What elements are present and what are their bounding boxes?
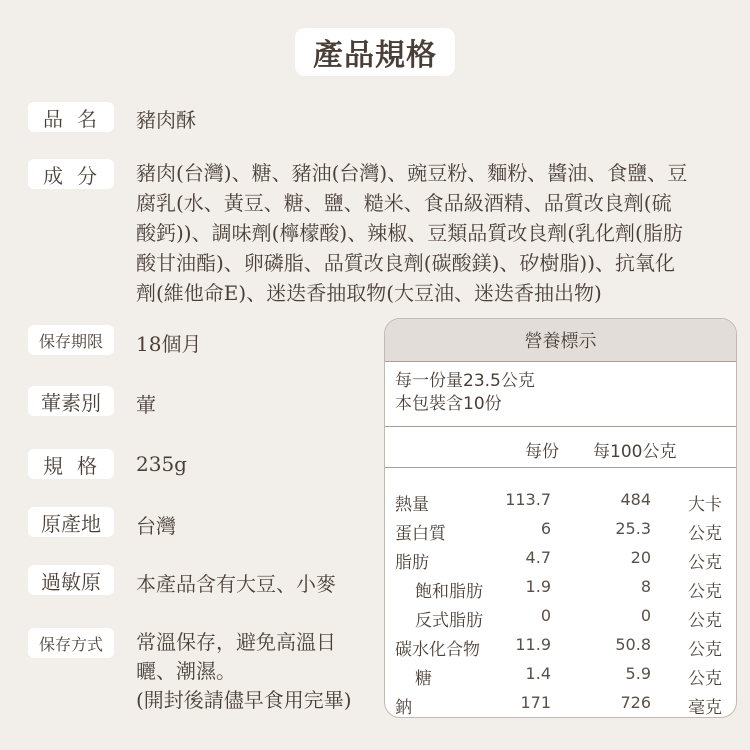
col-per-serving: 每份 bbox=[525, 442, 559, 462]
value-spec: 235g bbox=[136, 452, 187, 476]
per-serving-value: 1.4 bbox=[525, 664, 551, 683]
storage-line: 曬、潮濕。 bbox=[136, 659, 236, 683]
nutrition-header: 營養標示 bbox=[385, 319, 736, 361]
unit: 大卡 bbox=[688, 495, 722, 515]
nutrition-row bbox=[385, 488, 736, 516]
per-serving-value: 4.7 bbox=[525, 548, 551, 567]
unit: 公克 bbox=[688, 582, 722, 602]
divider bbox=[385, 467, 736, 468]
storage-line: (開封後請儘早食用完畢) bbox=[136, 688, 352, 712]
serving-size: 每一份量23.5公克 bbox=[395, 371, 535, 391]
storage-line: 常溫保存，避免高溫日 bbox=[136, 630, 336, 654]
ingredients-line: 腐乳(水、黃豆、糖、鹽、糙米、食品級酒精、品質改良劑(硫 bbox=[136, 191, 672, 215]
nutrient-name: 碳水化合物 bbox=[395, 640, 480, 660]
unit: 公克 bbox=[688, 669, 722, 689]
per-100g-value: 484 bbox=[620, 490, 651, 509]
label-shelf-life: 保存期限 bbox=[28, 325, 114, 355]
ingredients-line: 劑(維他命E)、迷迭香抽取物(大豆油、迷迭香抽出物) bbox=[136, 281, 602, 305]
value-shelf-life: 18個月 bbox=[136, 332, 202, 356]
nutrition-column-header bbox=[385, 427, 736, 467]
per-serving-value: 1.9 bbox=[525, 577, 551, 596]
nutrition-row bbox=[385, 546, 736, 574]
nutrition-row bbox=[385, 633, 736, 661]
per-100g-value: 0 bbox=[640, 606, 651, 625]
value-storage bbox=[136, 628, 352, 715]
nutrient-name: 糖 bbox=[415, 669, 432, 689]
per-serving-value: 6 bbox=[540, 519, 551, 538]
page-title: 產品規格 bbox=[295, 28, 455, 76]
label-storage: 保存方式 bbox=[28, 628, 114, 658]
value-origin: 台灣 bbox=[136, 514, 176, 538]
label-name: 品名 bbox=[28, 102, 114, 132]
per-100g-value: 5.9 bbox=[625, 664, 651, 683]
per-serving-value: 113.7 bbox=[505, 490, 551, 509]
nutrient-name: 鈉 bbox=[395, 698, 412, 718]
per-serving-value: 171 bbox=[520, 693, 551, 712]
per-100g-value: 8 bbox=[640, 577, 651, 596]
per-100g-value: 20 bbox=[630, 548, 651, 567]
nutrition-row bbox=[385, 604, 736, 632]
nutrition-row bbox=[385, 575, 736, 603]
unit: 毫克 bbox=[688, 698, 722, 718]
nutrient-name: 飽和脂肪 bbox=[415, 582, 483, 602]
value-ingredients bbox=[136, 158, 687, 308]
nutrition-table bbox=[384, 318, 737, 718]
nutrient-name: 脂肪 bbox=[395, 553, 429, 573]
label-ingredients: 成分 bbox=[28, 159, 114, 189]
per-100g-value: 726 bbox=[620, 693, 651, 712]
per-serving-value: 0 bbox=[540, 606, 551, 625]
label-diet: 葷素別 bbox=[28, 386, 114, 416]
nutrient-name: 蛋白質 bbox=[395, 524, 446, 544]
nutrition-row bbox=[385, 662, 736, 690]
value-name: 豬肉酥 bbox=[136, 108, 196, 132]
unit: 公克 bbox=[688, 553, 722, 573]
nutrition-row bbox=[385, 517, 736, 545]
unit: 公克 bbox=[688, 640, 722, 660]
value-diet: 葷 bbox=[136, 393, 156, 417]
per-serving-value: 11.9 bbox=[515, 635, 551, 654]
ingredients-line: 酸甘油酯)、卵磷脂、品質改良劑(碳酸鎂)、矽樹脂))、抗氧化 bbox=[136, 251, 676, 275]
value-allergen: 本產品含有大豆、小麥 bbox=[136, 572, 336, 596]
nutrient-name: 反式脂肪 bbox=[415, 611, 483, 631]
unit: 公克 bbox=[688, 611, 722, 631]
nutrition-serving-info bbox=[385, 362, 736, 426]
ingredients-line: 豬肉(台灣)、糖、豬油(台灣)、豌豆粉、麵粉、醬油、食鹽、豆 bbox=[136, 161, 688, 185]
per-100g-value: 25.3 bbox=[615, 519, 651, 538]
per-100g-value: 50.8 bbox=[615, 635, 651, 654]
label-allergen: 過敏原 bbox=[28, 565, 114, 595]
nutrition-row bbox=[385, 691, 736, 718]
ingredients-line: 酸鈣))、調味劑(檸檬酸)、辣椒、豆類品質改良劑(乳化劑(脂肪 bbox=[136, 221, 683, 245]
label-spec: 規格 bbox=[28, 449, 114, 479]
servings-per-pack: 本包裝含10份 bbox=[395, 394, 502, 414]
col-per-100g: 每100公克 bbox=[593, 442, 677, 462]
unit: 公克 bbox=[688, 524, 722, 544]
label-origin: 原產地 bbox=[28, 507, 114, 537]
nutrient-name: 熱量 bbox=[395, 495, 429, 515]
